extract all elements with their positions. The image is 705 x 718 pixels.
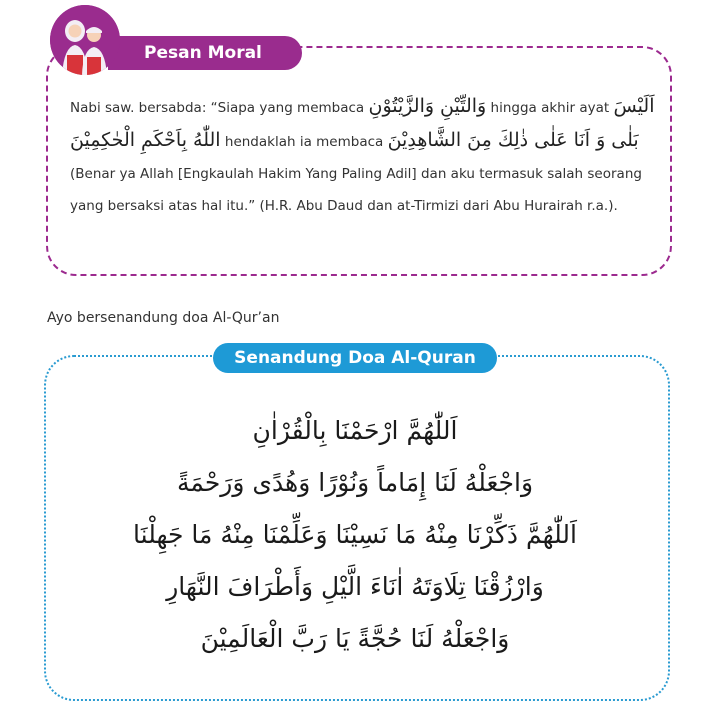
doa-verse: اَللّٰهُمَّ ارْحَمْنَا بِالْقُرْاٰنِ (252, 416, 458, 445)
doa-verse: اَللّٰهُمَّ ذَكِّرْنَا مِنْهُ مَا نَسِيْنَا وَعَلِّمْنَا مِنْهُ مَا جَهِلْنَا (133, 520, 577, 549)
moral-paragraph (70, 90, 660, 222)
moral-text-4: (Benar ya Allah [Engkaulah Hakim Yang Paling Adil] dan aku termasuk salah seorang yang bersaksi atas hal itu.” (H.R. Abu Daud dan at-Tirmizi dari Abu Hurairah r.a.). (70, 166, 642, 214)
arabic-alaisallah: اَلَيْسَ اللّٰهُ بِاَحْكَمِ الْحٰكِمِيْنَ (70, 95, 655, 151)
doa-verse: وَاجْعَلْهُ لَنَا إِمَاماً وَنُوْرًا وَهُدًى وَرَحْمَةً (176, 468, 534, 497)
moral-title: Pesan Moral (108, 36, 302, 70)
moral-text-2: hingga akhir ayat (486, 100, 614, 116)
moral-text-1: Nabi saw. bersabda: “Siapa yang membaca (70, 100, 369, 116)
doa-verses (120, 405, 590, 665)
arabic-at-tin: وَالتِّيْنِ وَالزَّيْتُوْنِ (368, 95, 487, 117)
doa-title: Senandung Doa Al-Quran (213, 343, 497, 373)
intro-text: Ayo bersenandung doa Al-Qur’an (47, 310, 280, 326)
doa-verse: وَارْزُقْنَا تِلَاوَتَهُ اٰنَاءَ الَّيْلِ وَأَطْرَافَ النَّهَارِ (166, 572, 544, 601)
arabic-bala: بَلٰى وَ اَنَا عَلٰى ذٰلِكَ مِنَ الشَّاهِدِيْنَ (387, 129, 639, 151)
doa-verse: وَاجْعَلْهُ لَنَا حُجَّةً يَا رَبَّ الْعَالَمِيْنَ (200, 624, 510, 653)
moral-text-3: hendaklah ia membaca (220, 134, 388, 150)
children-illustration-icon (50, 5, 120, 75)
